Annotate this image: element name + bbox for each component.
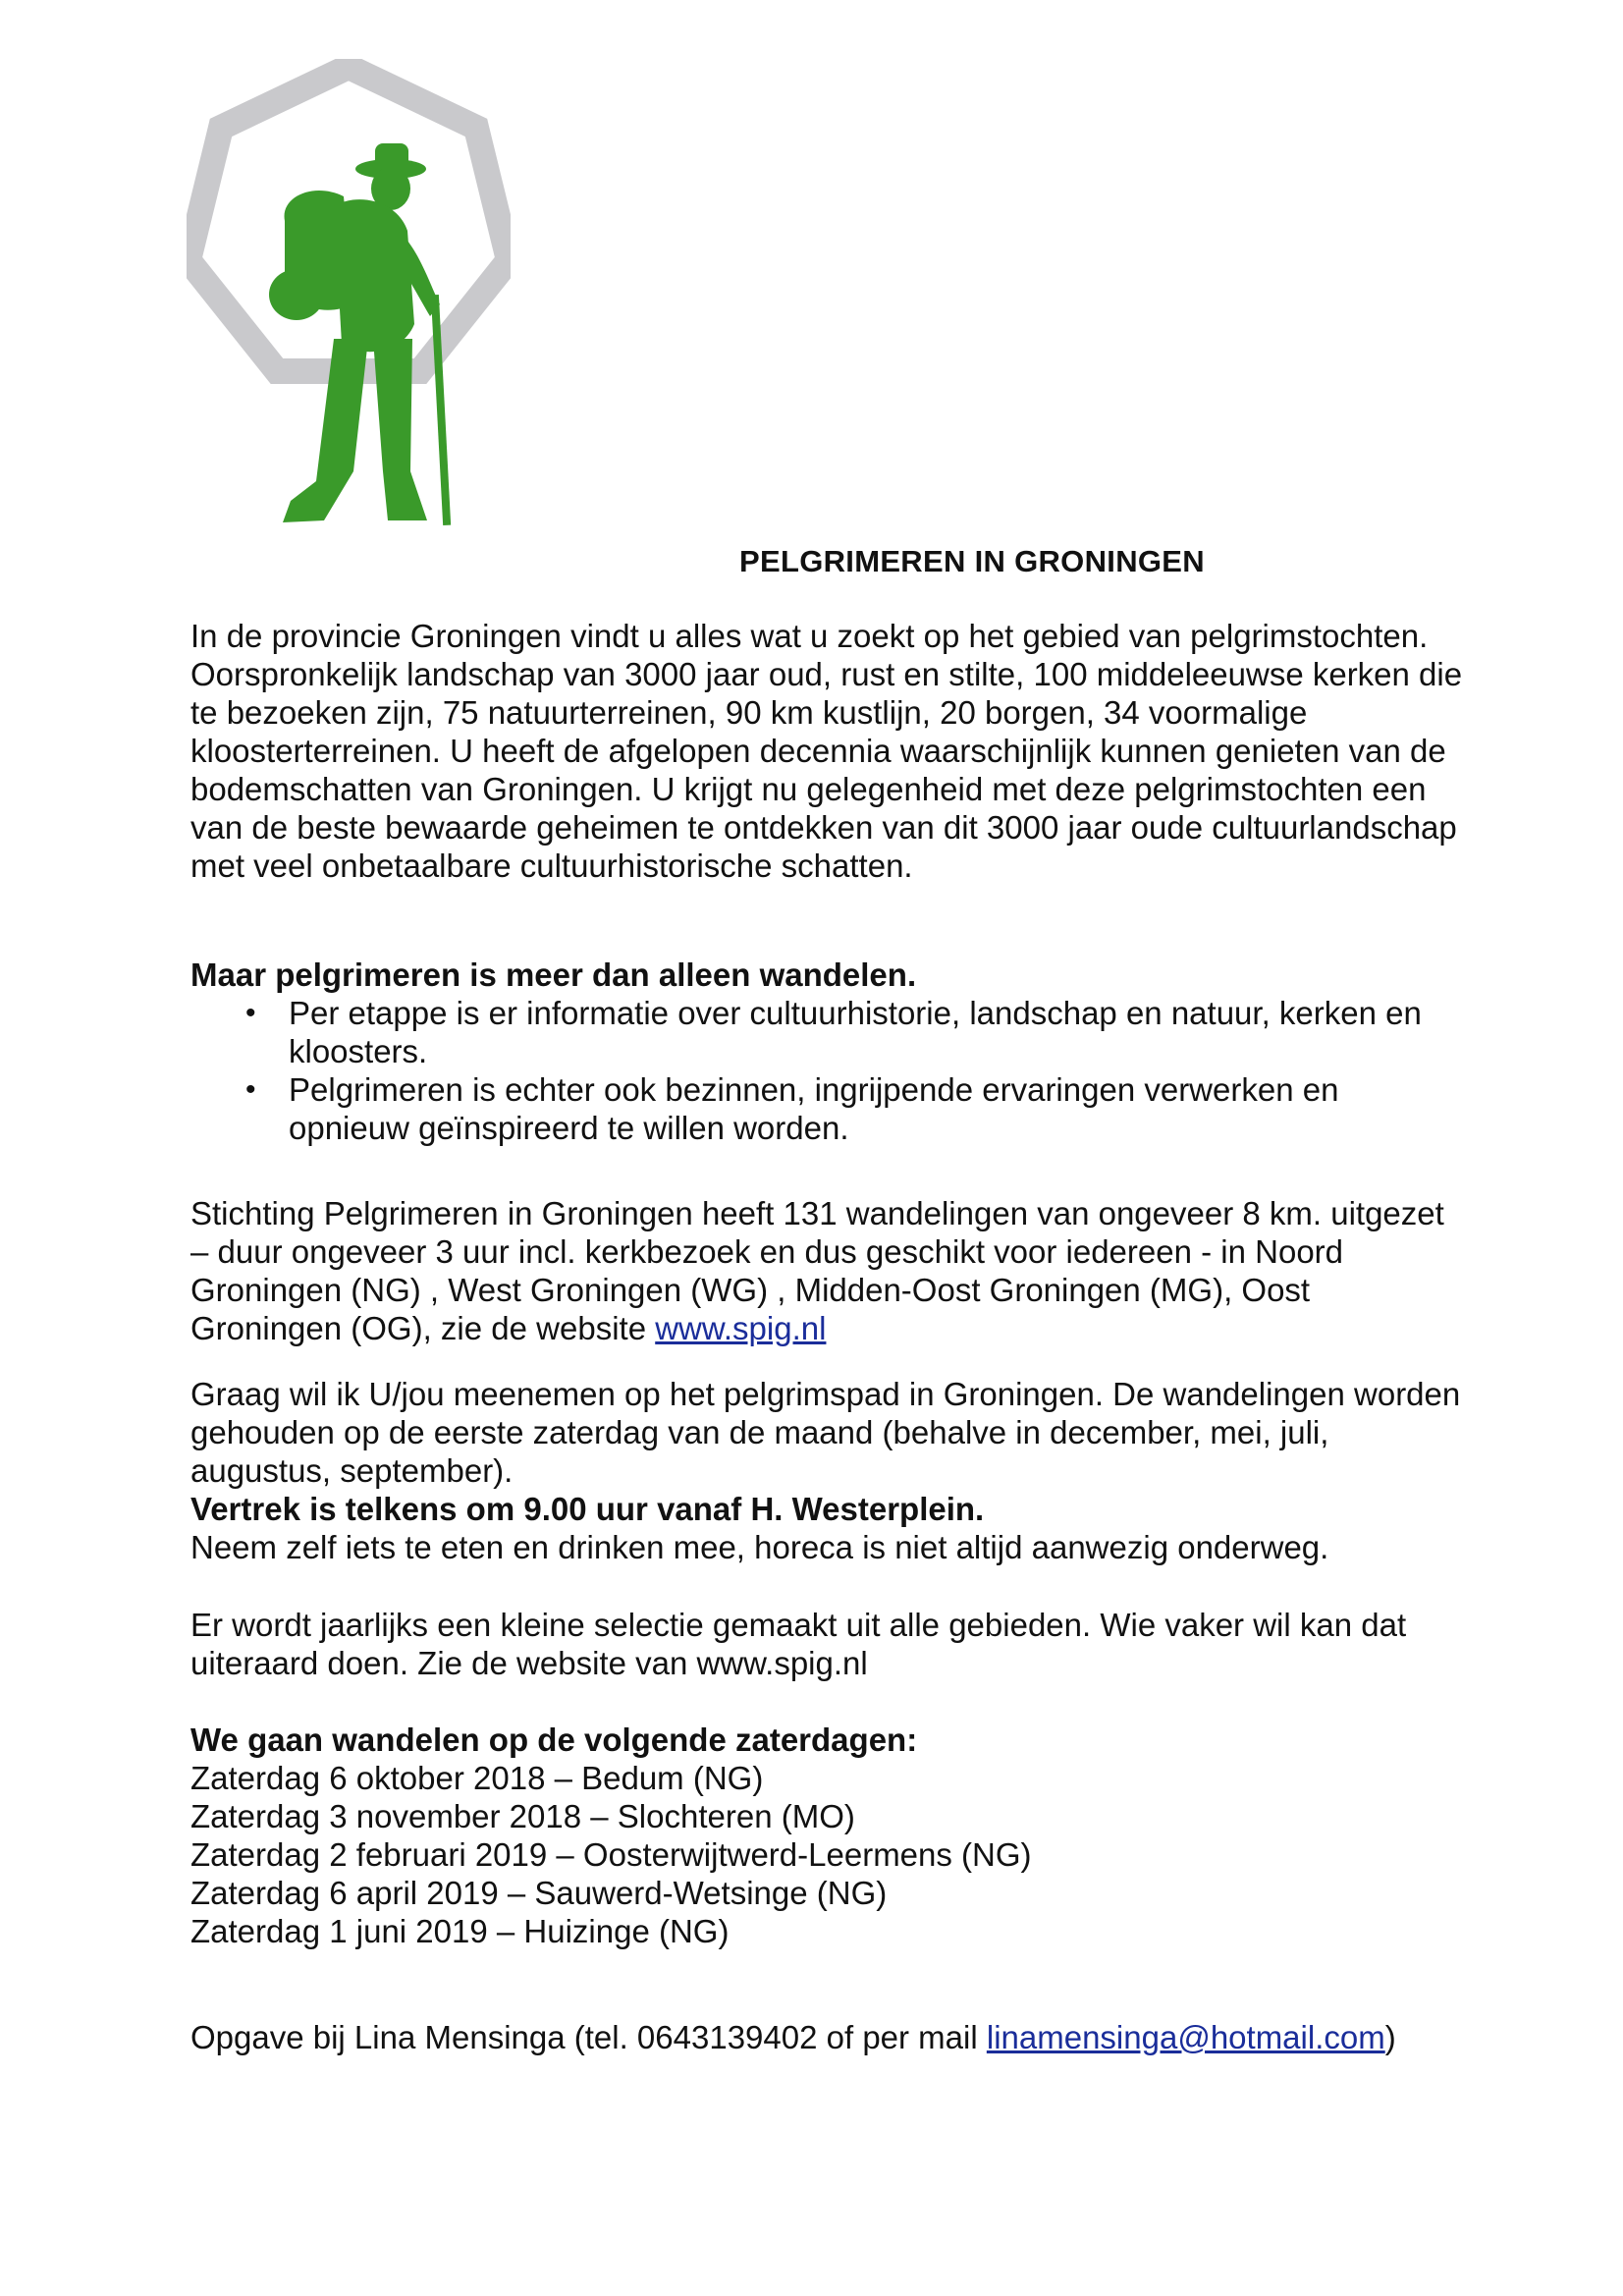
bullet-icon: •: [245, 997, 256, 1029]
invitation-section: [190, 1375, 1467, 1566]
schedule-date: Zaterdag 6 april 2019 – Sauwerd-Wetsinge (NG): [190, 1875, 888, 1911]
bullet-icon: •: [245, 1073, 256, 1106]
email-link[interactable]: linamensinga@hotmail.com: [986, 2019, 1385, 2055]
list-item: • Pelgrimeren is echter ook bezinnen, ingrijpende ervaringen verwerken en opnieuw geïnspireerd te willen worden.: [245, 1071, 1339, 1146]
invitation-paragraph: Graag wil ik U/jou meenemen op het pelgrimspad in Groningen. De wandelingen worden gehouden op de eerste zaterdag van de maand (behalve in december, mei, juli, augustus, september).: [190, 1376, 1461, 1489]
section-more-heading: Maar pelgrimeren is meer dan alleen wandelen.: [190, 957, 917, 993]
contact-line: Opgave bij Lina Mensinga (tel. 0643139402 of per mail linamensinga@hotmail.com): [190, 2019, 1396, 2055]
pilgrim-logo: [187, 59, 511, 540]
foundation-paragraph: Stichting Pelgrimeren in Groningen heeft 131 wandelingen van ongeveer 8 km. uitgezet – duur ongeveer 3 uur incl. kerkbezoek en dus geschikt voor iedereen - in Noord Groningen (NG) , West Groningen (WG) , Midden-Oost Groningen (MG), Oost Groningen (OG), zie de website www.spig.nl: [190, 1195, 1444, 1346]
schedule-date: Zaterdag 6 oktober 2018 – Bedum (NG): [190, 1760, 764, 1796]
intro-paragraph: In de provincie Groningen vindt u alles wat u zoekt op het gebied van pelgrimstochten. Oorspronkelijk landschap van 3000 jaar oud, rust en stilte, 100 middeleeuwse kerken die te bezoeken zijn, 75 natuurterreinen, 90 km kustlijn, 20 borgen, 34 voormalige kloosterterreinen. U heeft de afgelopen decennia waarschijnlijk kunnen genieten van de bodemschatten van Groningen. U krijgt nu gelegenheid met deze pelgrimstochten een van de beste bewaarde geheimen te ontdekken van dit 3000 jaar oude cultuurlandschap met veel onbetaalbare cultuurhistorische schatten.: [190, 618, 1463, 884]
schedule-section: [190, 1721, 1467, 1950]
spig-website-link[interactable]: www.spig.nl: [655, 1310, 827, 1346]
departure-notice: Vertrek is telkens om 9.00 uur vanaf H. Westerplein.: [190, 1491, 985, 1527]
schedule-date: Zaterdag 1 juni 2019 – Huizinge (NG): [190, 1913, 730, 1949]
bullet-list: [190, 994, 1467, 1147]
selection-paragraph: Er wordt jaarlijks een kleine selectie gemaakt uit alle gebieden. Wie vaker wil kan dat uiteraard doen. Zie de website van www.spig.nl: [190, 1607, 1407, 1681]
schedule-date: Zaterdag 2 februari 2019 – Oosterwijtwerd-Leermens (NG): [190, 1836, 1032, 1873]
page-title: PELGRIMEREN IN GRONINGEN: [739, 544, 1205, 578]
logo-pilgrim-figure: [269, 143, 451, 525]
schedule-date: Zaterdag 3 november 2018 – Slochteren (MO): [190, 1798, 855, 1834]
food-notice: Neem zelf iets te eten en drinken mee, horeca is niet altijd aanwezig onderweg.: [190, 1529, 1329, 1565]
section-more-than-walking: [190, 956, 1467, 1147]
list-item: • Per etappe is er informatie over cultuurhistorie, landschap en natuur, kerken en kloosters.: [245, 995, 1422, 1069]
schedule-heading: We gaan wandelen op de volgende zaterdagen:: [190, 1722, 918, 1758]
